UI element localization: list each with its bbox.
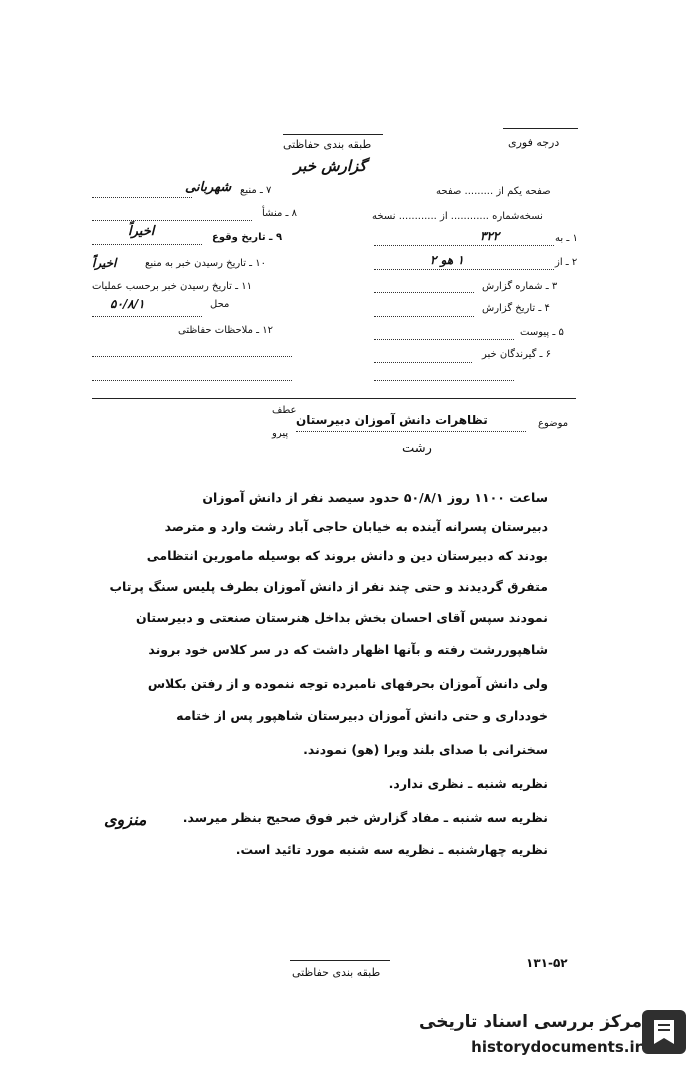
page-line: صفحه یکم از ......... صفحه bbox=[436, 186, 551, 197]
opinion-tuesday: نظریه سه شنبه ـ مفاد گزارش خبر فوق صحیح بنظر میرسد. bbox=[182, 810, 548, 825]
classification-bottom: طبقه بندی حفاظتی bbox=[292, 966, 381, 979]
body-line-3: بودند که دبیرستان دین و دانش بروند که بوسیله مامورین انتظامی bbox=[146, 548, 548, 563]
opinion-saturday: نظریه شنبه ـ نظری ندارد. bbox=[388, 776, 548, 791]
body-line-2: دبیرستان پسرانه آینده به خیابان حاجی آباد رشت وارد و مترصد bbox=[164, 519, 548, 534]
f7-label: ۷ ـ منبع bbox=[240, 185, 272, 196]
recipients-dots bbox=[374, 362, 472, 363]
place-label: محل bbox=[210, 299, 230, 310]
recipients-dots-2 bbox=[374, 380, 514, 381]
subject-rule bbox=[92, 398, 576, 399]
subject-text: تظاهرات دانش آموزان دبیرستان bbox=[296, 413, 488, 427]
page-ref: ۱۳۱-۵۲ bbox=[526, 956, 568, 970]
body-line-6: شاهپوررشت رفته و بآنها اظهار داشت که در سر کلاس خود بروند bbox=[148, 642, 548, 657]
opinion-wednesday: نظریه چهارشنبه ـ نظریه سه شنبه مورد تائید است. bbox=[235, 842, 548, 857]
body-line-1: ساعت ۱۱۰۰ روز ۵۰/۸/۱ حدود سیصد نفر از دانش آموزان bbox=[202, 490, 548, 505]
f8-dots bbox=[92, 220, 252, 221]
to-label: ۱ ـ به bbox=[555, 233, 578, 244]
body-line-7: ولی دانش آموزان بحرفهای نامبرده توجه ننموده و از رفتن بکلاس bbox=[147, 676, 548, 691]
from-label: ۲ ـ از bbox=[555, 257, 578, 268]
urgency-label: درجه فوری bbox=[508, 136, 560, 149]
archive-logo bbox=[640, 1008, 688, 1056]
f12-dots-1 bbox=[92, 356, 292, 357]
f10-value: اخیراً bbox=[92, 256, 117, 270]
from-dots bbox=[374, 269, 554, 270]
report-date-label: ۴ ـ تاریخ گزارش bbox=[482, 303, 550, 314]
from-value: ۱ هو ۲ bbox=[430, 253, 464, 267]
archive-logo-icon bbox=[640, 1008, 688, 1056]
body-line-4: متفرق گردیدند و حتی چند نفر از دانش آموزان بطرف پلیس سنگ پرتاب bbox=[109, 579, 548, 594]
form-title: گزارش خبر bbox=[294, 157, 367, 175]
report-no-dots bbox=[374, 292, 474, 293]
f11-label: ۱۱ ـ تاریخ رسیدن خبر برحسب عملیات bbox=[92, 281, 252, 292]
f9-label: ۹ ـ تاریخ وقوع bbox=[212, 232, 283, 243]
report-no-label: ۳ ـ شماره گزارش bbox=[482, 281, 558, 292]
to-dots bbox=[374, 245, 554, 246]
body-line-5: نمودند سپس آقای احسان بخش بداخل هنرستان صنعتی و دبیرستان bbox=[135, 610, 548, 625]
body-line-9: سخنرانی با صدای بلند ویرا (هو) نمودند. bbox=[303, 742, 548, 757]
subject-ref-top: عطف bbox=[272, 405, 297, 416]
f7-dots bbox=[92, 197, 192, 198]
f10-label: ۱۰ ـ تاریخ رسیدن خبر به منبع bbox=[145, 258, 267, 269]
place-value: ۵۰/۸/۱ bbox=[110, 297, 145, 311]
report-date-dots bbox=[374, 316, 474, 317]
f12-label: ۱۲ ـ ملاحظات حفاظتی bbox=[178, 325, 273, 336]
f7-value: شهربانی bbox=[185, 180, 232, 195]
f9-value: اخیراً bbox=[128, 224, 155, 239]
watermark-url: historydocuments.ir bbox=[471, 1038, 642, 1056]
f11-dots bbox=[92, 316, 202, 317]
to-value: ۳۲۲ bbox=[480, 229, 500, 243]
f12-dots-2 bbox=[92, 380, 292, 381]
body-line-8: خودداری و حتی دانش آموزان دبیرستان شاهپور پس از ختامه bbox=[176, 708, 548, 723]
attachment-label: ۵ ـ پیوست bbox=[520, 327, 564, 338]
subject-dots bbox=[296, 431, 526, 432]
subject-label: موضوع bbox=[538, 418, 569, 429]
watermark-title: مرکز بررسی اسناد تاریخی bbox=[419, 1012, 642, 1032]
subject-ref-bottom: پیرو bbox=[272, 428, 289, 439]
classification-top: طبقه بندی حفاظتی bbox=[283, 138, 372, 151]
subject-city: رشت bbox=[402, 441, 432, 456]
signature: منزوی bbox=[104, 810, 147, 829]
f9-dots bbox=[92, 244, 202, 245]
footer-rule bbox=[290, 960, 390, 961]
copy-line: نسخه‌شماره ............ از ............ نسخه bbox=[372, 211, 543, 222]
f8-label: ۸ ـ منشأ bbox=[262, 208, 298, 219]
classification-top-rule bbox=[283, 134, 383, 135]
urgency-rule bbox=[503, 128, 578, 129]
attachment-dots bbox=[374, 339, 514, 340]
recipients-label: ۶ ـ گیرندگان خبر bbox=[482, 349, 552, 360]
